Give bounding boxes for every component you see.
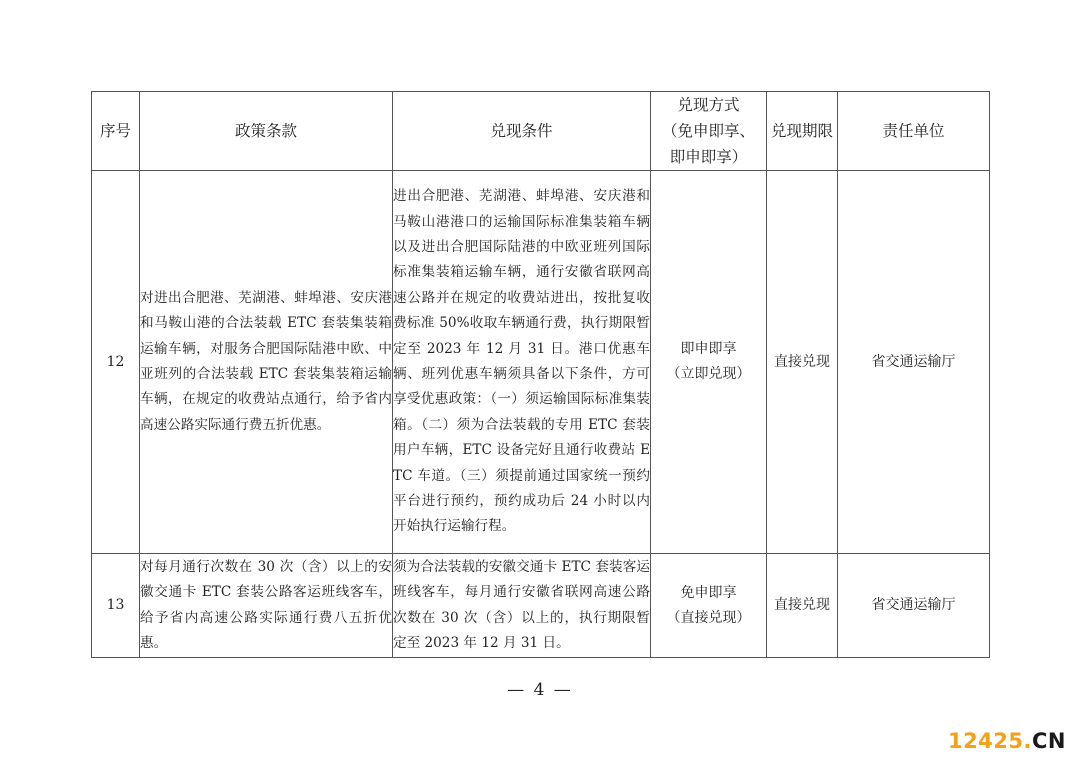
row-conditions: 进出合肥港、芜湖港、蚌埠港、安庆港和马鞍山港港口的运输国际标准集装箱车辆以及进出合肥国际陆港的中欧亚班列国际标准集装箱运输车辆，通行安徽省联网高速公路并在规定的收费站进出，按批复收费标准 50%收取车辆通行费，执行期限暂定至 2023 年 12 月 31 日。港口优惠车辆、班列优惠车辆须具备以下条件，方可享受优惠政策：（一）须运输国际标准集装箱。（二）须为合法装载的专用 ETC 套装用户车辆，ETC 设备完好且通行收费站 ETC 车道。（三）须提前通过国家统一预约平台进行预约，预约成功后 24 小时以内开始执行运输行程。 [393, 171, 651, 554]
site-watermark [948, 729, 1066, 753]
row-policy: 对进出合肥港、芜湖港、蚌埠港、安庆港和马鞍山港的合法装载 ETC 套装集装箱运输车辆，对服务合肥国际陆港中欧、中亚班列的合法装载 ETC 套装集装箱运输车辆，在规定的收费站点通行，给予省内高速公路实际通行费五折优惠。 [140, 171, 393, 554]
row-period: 直接兑现 [767, 554, 838, 658]
policy-table [91, 91, 990, 658]
row-mode-line2: （立即兑现） [666, 366, 751, 382]
row-unit: 省交通运输厅 [838, 554, 990, 658]
row-mode-line1: 即申即享 [680, 341, 737, 357]
watermark-dot: . [1023, 729, 1032, 753]
header-mode [651, 92, 767, 171]
header-seq: 序号 [92, 92, 140, 171]
header-unit: 责任单位 [838, 92, 990, 171]
table-row [92, 554, 990, 658]
header-mode-line1: 兑现方式 [677, 96, 740, 114]
row-mode [651, 554, 767, 658]
header-mode-line3: 即申即享） [669, 148, 748, 166]
watermark-suffix: CN [1032, 729, 1066, 753]
table-row [92, 171, 990, 554]
row-mode [651, 171, 767, 554]
row-conditions: 须为合法装载的安徽交通卡 ETC 套装客运班线客车，每月通行安徽省联网高速公路次数在 30 次（含）以上的，执行期限暂定至 2023 年 12 月 31 日。 [393, 554, 651, 658]
row-seq: 12 [92, 171, 140, 554]
header-period: 兑现期限 [767, 92, 838, 171]
row-policy: 对每月通行次数在 30 次（含）以上的安徽交通卡 ETC 套装公路客运班线客车，给予省内高速公路实际通行费八五折优惠。 [140, 554, 393, 658]
row-seq: 13 [92, 554, 140, 658]
row-mode-line1: 免申即享 [680, 584, 737, 601]
row-mode-line2: （直接兑现） [666, 609, 751, 626]
header-conditions: 兑现条件 [393, 92, 651, 171]
page-number: — 4 — [507, 680, 573, 700]
row-unit: 省交通运输厅 [838, 171, 990, 554]
watermark-number: 12425 [947, 729, 1024, 753]
row-period: 直接兑现 [767, 171, 838, 554]
table-header-row [92, 92, 990, 171]
header-policy: 政策条款 [140, 92, 393, 171]
header-mode-line2: （免申即享、 [661, 122, 755, 140]
